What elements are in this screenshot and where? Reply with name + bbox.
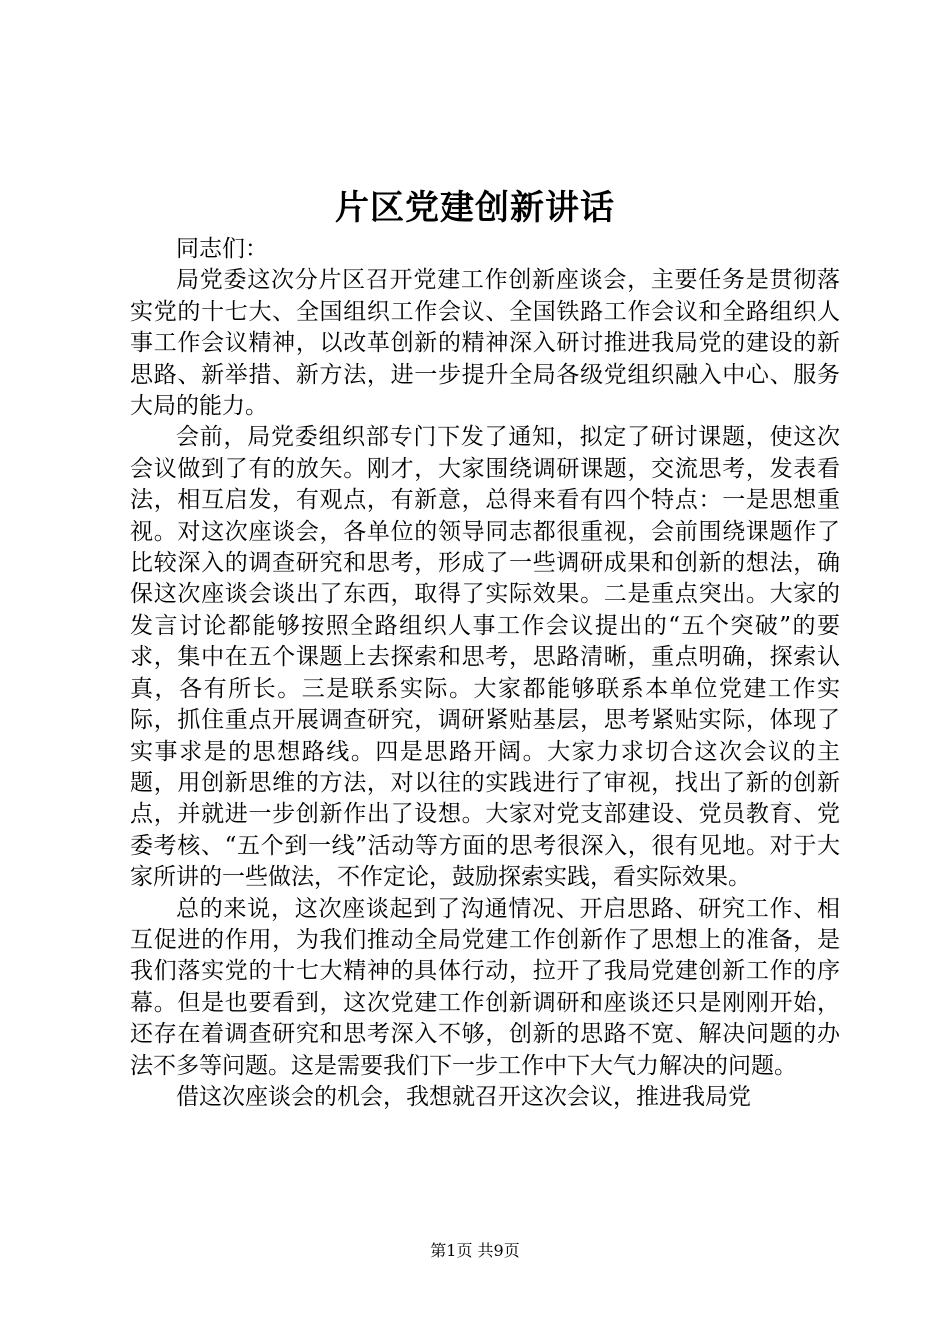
paragraph: 总的来说，这次座谈起到了沟通情况、开启思路、研究工作、相互促进的作用，为我们推动全局党建工作创新作了思想上的准备，是我们落实党的十七大精神的具体行动，拉开了我局党建创新工作的序幕。但是也要看到，这次党建工作创新调研和座谈还只是刚刚开始，还存在着调查研究和思考深入不够，创新的思路不宽、解决问题的办法不多等问题。这是需要我们下一步工作中下大气力解决的问题。 xyxy=(130,895,840,1079)
document-title: 片区党建创新讲话 xyxy=(335,188,615,228)
page-footer: 第1页 共9页 xyxy=(430,1241,520,1260)
paragraph: 借这次座谈会的机会，我想就召开这次会议，推进我局党 xyxy=(176,1083,751,1110)
document-body xyxy=(130,234,840,1113)
paragraph: 局党委这次分片区召开党建工作创新座谈会，主要任务是贯彻落实党的十七大、全国组织工作会议、全国铁路工作会议和全路组织人事工作会议精神，以改革创新的精神深入研讨推进我局党的建设的新思路、新举措、新方法，进一步提升全局各级党组织融入中心、服务大局的能力。 xyxy=(130,267,840,420)
paragraph: 会前，局党委组织部专门下发了通知，拟定了研讨课题，使这次会议做到了有的放矢。刚才，大家围绕调研课题，交流思考，发表看法，相互启发，有观点，有新意，总得来看有四个特点：一是思想重视。对这次座谈会，各单位的领导同志都很重视，会前围绕课题作了比较深入的调查研究和思考，形成了一些调研成果和创新的想法，确保这次座谈会谈出了东西，取得了实际效果。二是重点突出。大家的发言讨论都能够按照全路组织人事工作会议提出的“五个突破”的要求，集中在五个课题上去探索和思考，思路清晰，重点明确，探索认真，各有所长。三是联系实际。大家都能够联系本单位党建工作实际，抓住重点开展调查研究，调研紧贴基层，思考紧贴实际，体现了实事求是的思想路线。四是思路开阔。大家力求切合这次会议的主题，用创新思维的方法，对以往的实践进行了审视，找出了新的创新点，并就进一步创新作出了设想。大家对党支部建设、党员教育、党委考核、“五个到一线”活动等方面的思考很深入，很有见地。对于大家所讲的一些做法，不作定论，鼓励探索实践，看实际效果。 xyxy=(130,424,840,891)
salutation: 同志们： xyxy=(176,236,268,262)
